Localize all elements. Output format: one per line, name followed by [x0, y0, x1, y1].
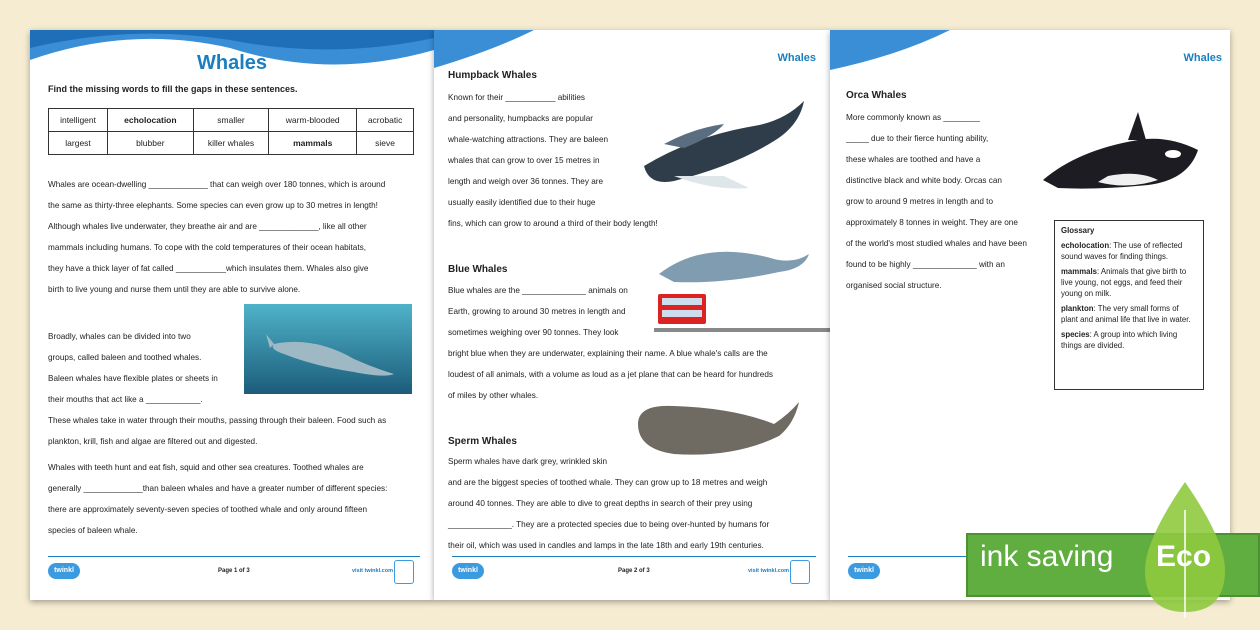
text-line: Broadly, whales can be divided into two — [48, 332, 191, 341]
text-line: birth to live young and nurse them until they are able to survive alone. — [48, 285, 301, 294]
word-bank-row — [49, 132, 414, 155]
page-title: Whales — [196, 52, 268, 74]
paragraph-intro — [48, 174, 422, 300]
page-header: Whales — [777, 52, 816, 64]
blue-whale-image — [654, 234, 814, 294]
text-line: found to be highly ______________ with an — [846, 260, 1005, 269]
text-line: ______________. They are a protected species due to being over-hunted by humans for — [448, 520, 770, 529]
text-line: These whales take in water through their mouths, passing through their baleen. Food such as — [48, 416, 387, 425]
heading-humpback: Humpback Whales — [448, 70, 537, 81]
glossary-definition: : A group into which living things are divided. — [1061, 330, 1178, 350]
word-bank-cell: sieve — [357, 132, 414, 155]
text-line: whales that can grow to over 15 metres in — [448, 156, 600, 165]
word-bank-cell: smaller — [193, 109, 269, 132]
text-line: grow to around 9 metres in length and to — [846, 197, 994, 206]
humpback-whale-image — [634, 96, 814, 196]
word-bank-cell: intelligent — [49, 109, 108, 132]
glossary-term: echolocation — [1061, 241, 1110, 250]
heading-orca: Orca Whales — [846, 90, 907, 101]
text-line: _____ due to their fierce hunting ability, — [846, 134, 989, 143]
visit-link[interactable]: visit twinkl.com — [352, 568, 393, 574]
text-line: Blue whales are the ______________ animals on — [448, 286, 628, 295]
text-line: Whales with teeth hunt and eat fish, squid and other sea creatures. Toothed whales are — [48, 463, 364, 472]
page-number: Page 1 of 3 — [218, 568, 250, 574]
text-line: Whales are ocean-dwelling _____________ that can weigh over 180 tonnes, which is around — [48, 180, 386, 189]
glossary-entry — [1061, 240, 1197, 262]
worksheet-page-1 — [30, 30, 434, 600]
heading-blue-whale: Blue Whales — [448, 264, 508, 275]
word-bank-cell: acrobatic — [357, 109, 414, 132]
text-line: around 40 tonnes. They are able to dive to great depths in search of their prey using — [448, 499, 753, 508]
text-line: these whales are toothed and have a — [846, 155, 981, 164]
word-bank-cell: mammals — [269, 132, 357, 155]
glossary-entry — [1061, 266, 1197, 299]
text-line: approximately 8 tonnes in weight. They are one — [846, 218, 1018, 227]
quality-badge-icon — [790, 560, 810, 584]
text-line: length and weigh over 36 tonnes. They are — [448, 177, 604, 186]
text-line: usually easily identified due to their huge — [448, 198, 596, 207]
glossary-definition: : The use of reflected sound waves for finding things. — [1061, 241, 1183, 261]
footer-divider — [848, 556, 968, 557]
glossary-definition: : Animals that give birth to live young, not eggs, and feed their young on milk. — [1061, 267, 1187, 298]
footer-divider — [48, 556, 420, 557]
word-bank-cell: warm-blooded — [269, 109, 357, 132]
text-line: distinctive black and white body. Orcas can — [846, 176, 1002, 185]
twinkl-logo: twinkl — [48, 563, 80, 579]
text-line: fins, which can grow to around a third of their body length! — [448, 219, 658, 228]
text-line: Earth, growing to around 30 metres in length and — [448, 307, 626, 316]
eco-badge-label: Eco — [1156, 540, 1212, 573]
text-line: mammals including humans. To cope with the cold temperatures of their ocean habitats, — [48, 243, 366, 252]
word-bank-cell: blubber — [108, 132, 194, 155]
paragraph-filter — [48, 410, 422, 452]
paragraph-sperm-whale — [448, 451, 828, 556]
word-bank-row — [49, 109, 414, 132]
text-line: bright blue when they are underwater, explaining their name. A blue whale's calls are the — [448, 349, 768, 358]
orca-image — [1038, 110, 1208, 200]
visit-link[interactable]: visit twinkl.com — [748, 568, 789, 574]
text-line: organised social structure. — [846, 281, 942, 290]
text-line: Although whales live underwater, they breathe air and are _____________, like all other — [48, 222, 367, 231]
glossary-entry — [1061, 329, 1197, 351]
twinkl-logo: twinkl — [848, 563, 880, 579]
text-line: Known for their ___________ abilities — [448, 93, 586, 102]
twinkl-logo: twinkl — [452, 563, 484, 579]
underwater-whale-image — [244, 304, 412, 394]
text-line: whale-watching attractions. They are baleen — [448, 135, 609, 144]
paragraph-orca — [846, 107, 1056, 296]
worksheet-page-2 — [434, 30, 830, 600]
text-line: their mouths that act like a ____________. — [48, 395, 203, 404]
instructions: Find the missing words to fill the gaps in these sentences. — [48, 84, 298, 94]
bus-comparison-image — [654, 292, 830, 334]
page-header: Whales — [1183, 52, 1222, 64]
glossary-term: species — [1061, 330, 1090, 339]
footer-divider — [452, 556, 816, 557]
text-line: sometimes weighing over 90 tonnes. They look — [448, 328, 619, 337]
ocean-wave-banner — [830, 30, 1230, 76]
text-line: Baleen whales have flexible plates or sheets in — [48, 374, 218, 383]
text-line: Sperm whales have dark grey, wrinkled skin — [448, 457, 608, 466]
text-line: of the world's most studied whales and have been — [846, 239, 1027, 248]
heading-sperm-whale: Sperm Whales — [448, 436, 517, 447]
text-line: the same as thirty-three elephants. Some species can even grow up to 30 metres in length! — [48, 201, 378, 210]
quality-badge-icon — [394, 560, 414, 584]
paragraph-baleen — [48, 326, 248, 410]
glossary-definition: : The very small forms of plant and animal life that live in water. — [1061, 304, 1191, 324]
text-line: groups, called baleen and toothed whales. — [48, 353, 202, 362]
glossary-term: plankton — [1061, 304, 1094, 313]
word-bank-table — [48, 108, 414, 155]
text-line: they have a thick layer of fat called ___________which insulates them. Whales also give — [48, 264, 369, 273]
word-bank-cell: largest — [49, 132, 108, 155]
text-line: plankton, krill, fish and algae are filtered out and digested. — [48, 437, 258, 446]
text-line: their oil, which was used in candles and lamps in the late 18th and early 19th centuries. — [448, 541, 764, 550]
glossary-title: Glossary — [1061, 226, 1095, 235]
glossary-entry — [1061, 303, 1197, 325]
text-line: species of baleen whale. — [48, 526, 138, 535]
text-line: loudest of all animals, with a volume as loud as a jet plane that can be heard for hundreds — [448, 370, 773, 379]
text-line: there are approximately seventy-seven species of toothed whale and only around fifteen — [48, 505, 368, 514]
text-line: of miles by other whales. — [448, 391, 539, 400]
text-line: More commonly known as ________ — [846, 113, 980, 122]
word-bank-cell: killer whales — [193, 132, 269, 155]
eco-badge-text: ink saving — [980, 540, 1114, 573]
text-line: and are the biggest species of toothed whale. They can grow up to 18 metres and weigh — [448, 478, 768, 487]
sperm-whale-image — [634, 394, 804, 466]
text-line: generally _____________than baleen whales and have a greater number of different species: — [48, 484, 388, 493]
page-number: Page 2 of 3 — [618, 568, 650, 574]
glossary-box — [1054, 220, 1204, 390]
word-bank-cell: echolocation — [108, 109, 194, 132]
paragraph-toothed — [48, 457, 422, 541]
glossary-term: mammals — [1061, 267, 1097, 276]
text-line: and personality, humpbacks are popular — [448, 114, 594, 123]
